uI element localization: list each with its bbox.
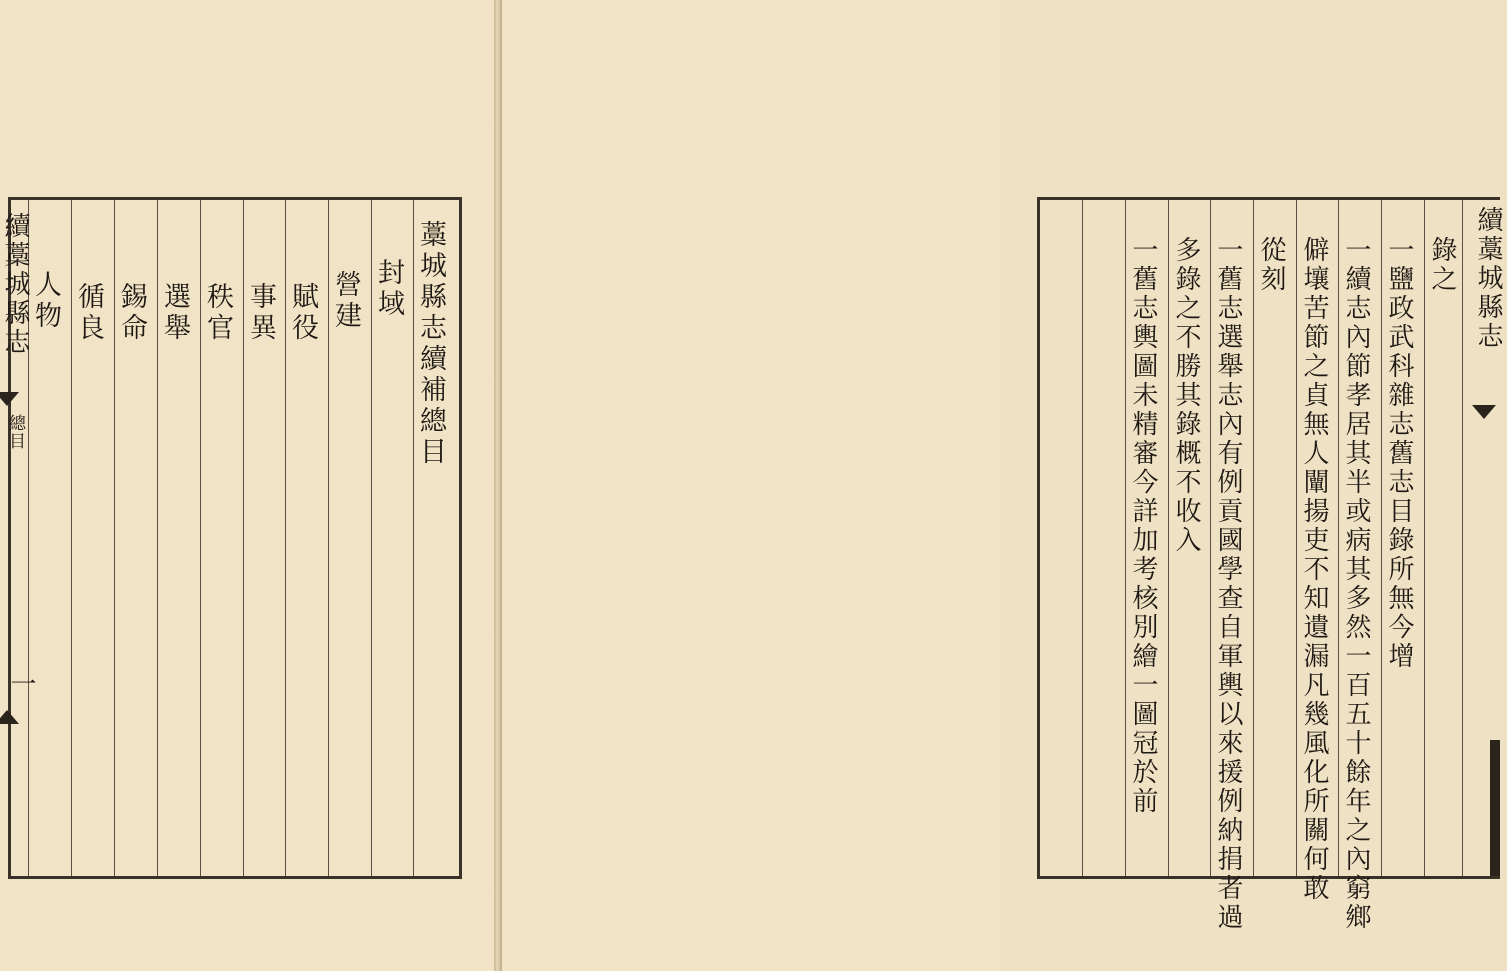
text-line: 一舊志選舉志內有例貢國學查自軍輿以來援例納捐者過 bbox=[1213, 236, 1243, 932]
column-rule bbox=[1210, 200, 1211, 876]
column-rule bbox=[413, 200, 414, 876]
column-rule bbox=[114, 200, 115, 876]
contents-item: 選舉 bbox=[159, 282, 190, 344]
column-rule bbox=[1338, 200, 1339, 876]
contents-item: 營建 bbox=[330, 270, 361, 332]
left-page-frame bbox=[0, 197, 462, 879]
book-gutter bbox=[494, 0, 502, 971]
column-rule bbox=[1296, 200, 1297, 876]
text-line: 錄之 bbox=[1427, 236, 1457, 294]
book-heart-title: 續藁城縣志 bbox=[1473, 206, 1503, 351]
contents-item: 錫命 bbox=[116, 282, 147, 344]
column-rule bbox=[1125, 200, 1126, 876]
text-line: 一鹽政武科雜志舊志目錄所無今增 bbox=[1384, 236, 1414, 671]
column-rule bbox=[328, 200, 329, 876]
column-rule bbox=[1253, 200, 1254, 876]
contents-item: 人物 bbox=[30, 270, 61, 332]
contents-item: 賦役 bbox=[287, 282, 318, 344]
contents-item: 秩官 bbox=[202, 282, 233, 344]
text-line: 一舊志輿圖未精審今詳加考核別繪一圖冠於前 bbox=[1128, 236, 1158, 816]
text-line: 從刻 bbox=[1256, 236, 1286, 294]
column-rule bbox=[1424, 200, 1425, 876]
column-rule bbox=[243, 200, 244, 876]
right-page bbox=[502, 0, 1503, 971]
book-heart-title: 續藁城縣志 bbox=[0, 212, 30, 357]
column-rule bbox=[200, 200, 201, 876]
text-line: 僻壤苦節之貞無人闡揚吏不知遺漏凡幾風化所關何敢 bbox=[1299, 236, 1329, 903]
right-page-frame bbox=[1037, 197, 1503, 932]
contents-item: 事異 bbox=[245, 282, 276, 344]
left-page bbox=[0, 0, 494, 971]
fish-tail-mark bbox=[0, 710, 19, 724]
column-rule bbox=[157, 200, 158, 876]
column-rule bbox=[71, 200, 72, 876]
column-rule bbox=[371, 200, 372, 876]
text-line: 多錄之不勝其錄概不收入 bbox=[1171, 236, 1201, 555]
column-rule bbox=[285, 200, 286, 876]
book-heart-section: 總目 bbox=[5, 414, 25, 450]
page-number: 一 bbox=[6, 670, 36, 699]
column-rule bbox=[1168, 200, 1169, 876]
column-rule bbox=[1381, 200, 1382, 876]
column-rule bbox=[1462, 200, 1463, 876]
fish-tail-mark bbox=[0, 392, 19, 406]
contents-item: 循良 bbox=[73, 282, 104, 344]
contents-heading: 藁城縣志續補總目 bbox=[415, 220, 446, 468]
contents-item: 封域 bbox=[373, 258, 404, 320]
edge-shadow bbox=[1490, 740, 1500, 876]
text-line: 一續志內節孝居其半或病其多然一百五十餘年之內窮鄉 bbox=[1341, 236, 1371, 932]
column-rule bbox=[1082, 200, 1083, 876]
fish-tail-mark bbox=[1472, 405, 1496, 419]
